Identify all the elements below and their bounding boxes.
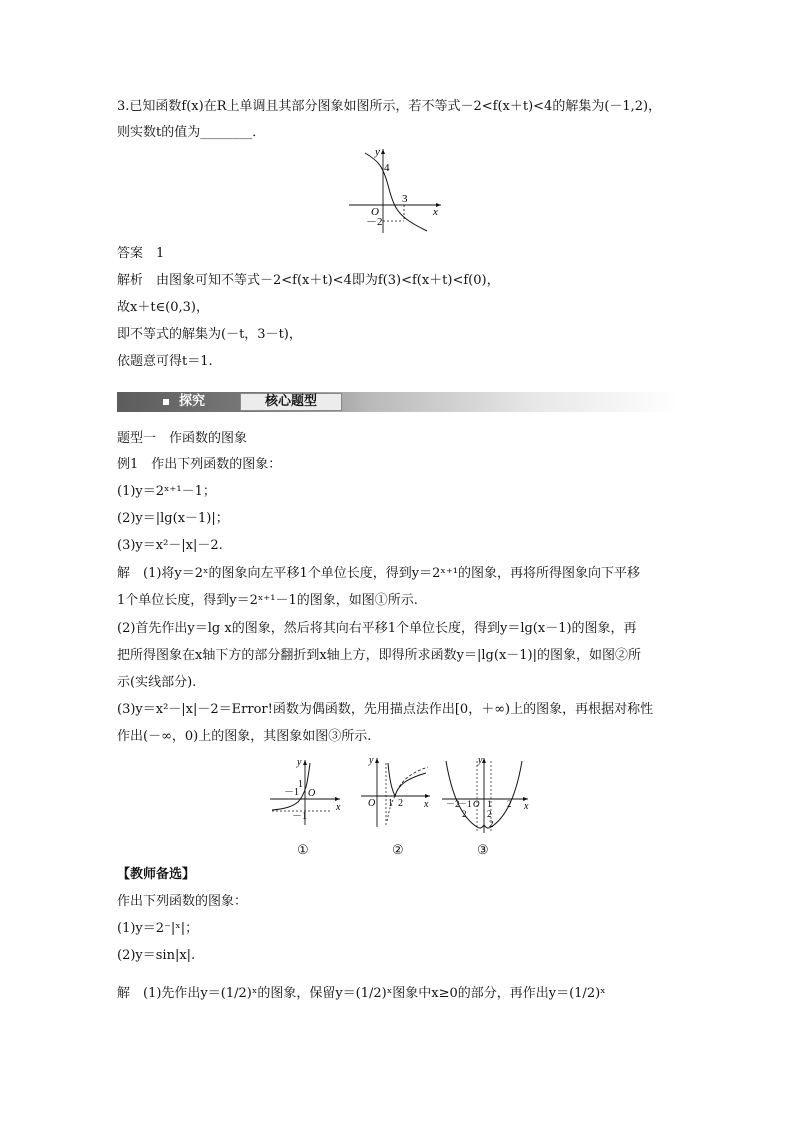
teacher-item-1: (1)y＝2⁻|ˣ|； bbox=[117, 921, 199, 936]
fig3-half-right: 2 bbox=[487, 809, 492, 819]
graph-tick-4: 4 bbox=[384, 162, 390, 174]
banner-right-label: 核心题型 bbox=[240, 393, 342, 411]
fig1-tick-neg1: －1 bbox=[284, 787, 299, 798]
teacher-title: 【教师备选】 bbox=[117, 867, 196, 882]
fig3-tick-neg1: －1 bbox=[458, 799, 472, 809]
figure-label-3: ③ bbox=[477, 843, 489, 858]
section-title: 题型一 作函数的图象 bbox=[117, 431, 248, 446]
section-banner bbox=[117, 392, 677, 412]
fig1-tick-neg1-b: －1 bbox=[292, 811, 307, 822]
graph-tick-3: 3 bbox=[402, 193, 408, 205]
example-item-2: (2)y＝|lg(x－1)|； bbox=[117, 511, 229, 526]
solution-line-2: 1个单位长度，得到y＝2ˣ⁺¹－1的图象，如图①所示. bbox=[117, 593, 418, 608]
solution-line-5: 示(实线部分). bbox=[117, 675, 197, 690]
problem3-line1: 3.已知函数f(x)在R上单调且其部分图象如图所示，若不等式－2<f(x＋t)<4的解集为(－1,2)， bbox=[117, 99, 662, 114]
fig1-x-label: x bbox=[336, 802, 341, 813]
graph-origin: O bbox=[371, 206, 379, 218]
fig3-tick-neg2: －2 bbox=[446, 799, 460, 809]
solution-line-1: 解 (1)将y＝2ˣ的图象向左平移1个单位长度，得到y＝2ˣ⁺¹的图象，再将所得图象向下平移 bbox=[117, 566, 641, 581]
analysis-line-4: 依题意可得t＝1. bbox=[117, 354, 213, 369]
solution-line-6: (3)y＝x²－|x|－2＝Error!函数为偶函数，先用描点法作出[0，＋∞)上的图象，再根据对称性 bbox=[117, 702, 654, 717]
fig2-tick-1: 1 bbox=[388, 798, 393, 809]
figure-3-graph bbox=[440, 755, 532, 835]
analysis-line-1: 解析 由图象可知不等式－2<f(x＋t)<4即为f(3)<f(x＋t)<f(0)， bbox=[117, 273, 500, 288]
fig3-origin: O bbox=[473, 799, 480, 809]
fig1-y-label: y bbox=[297, 757, 302, 768]
fig3-tick-1: 1 bbox=[487, 799, 492, 809]
solution-line-7: 作出(－∞，0)上的图象，其图象如图③所示. bbox=[117, 729, 372, 744]
fig2-tick-2: 2 bbox=[398, 798, 403, 809]
fig1-origin: O bbox=[308, 788, 316, 799]
figure-label-2: ② bbox=[392, 843, 404, 858]
figure-1-graph bbox=[268, 757, 348, 827]
answer: 答案 1 bbox=[117, 246, 165, 261]
solution-line-3: (2)首先作出y＝lg x的图象，然后将其向右平移1个单位长度，得到y＝lg(x－1)的图象，再 bbox=[117, 621, 637, 636]
fig3-tick-2: 2 bbox=[507, 799, 512, 809]
graph-x-label: x bbox=[433, 206, 438, 218]
fig3-y-label: y bbox=[478, 755, 483, 766]
banner-left-label: 探究 bbox=[179, 394, 206, 409]
figure-2-graph bbox=[358, 755, 438, 830]
example-heading: 例1 作出下列函数的图象： bbox=[117, 457, 282, 472]
fig3-x-label: x bbox=[524, 801, 529, 812]
teacher-intro: 作出下列函数的图象： bbox=[117, 894, 248, 909]
fig3-half-left: 2 bbox=[462, 809, 467, 819]
example-item-3: (3)y＝x²－|x|－2. bbox=[117, 538, 223, 553]
analysis-line-3: 即不等式的解集为(－t，3－t)， bbox=[117, 327, 302, 342]
solution-line-4: 把所得图象在x轴下方的部分翻折到x轴上方，即得所求函数y＝|lg(x－1)|的图象，如图②所 bbox=[117, 648, 641, 663]
teacher-solution-line-1: 解 (1)先作出y＝(1/2)ˣ的图象，保留y＝(1/2)ˣ图象中x≥0的部分，再作出y＝(1/2)ˣ bbox=[117, 986, 606, 1001]
fig2-y-label: y bbox=[369, 755, 374, 766]
fig1-tick-1: 1 bbox=[298, 779, 303, 790]
graph-y-label: y bbox=[375, 146, 380, 158]
analysis-line-2: 故x＋t∈(0,3)， bbox=[117, 300, 209, 315]
fig3-half-bottom: 2 bbox=[489, 819, 494, 829]
fig2-origin: O bbox=[368, 798, 376, 809]
figure-label-1: ① bbox=[297, 843, 309, 858]
problem3-line2: 则实数t的值为________． bbox=[117, 125, 266, 140]
bullet-square-icon bbox=[163, 399, 169, 405]
problem3-graph bbox=[345, 145, 450, 235]
example-item-1: (1)y＝2ˣ⁺¹－1； bbox=[117, 484, 216, 499]
fig2-x-label: x bbox=[424, 799, 429, 810]
teacher-item-2: (2)y＝sin|x|. bbox=[117, 948, 196, 963]
graph-tick-neg2: －2 bbox=[366, 216, 383, 228]
